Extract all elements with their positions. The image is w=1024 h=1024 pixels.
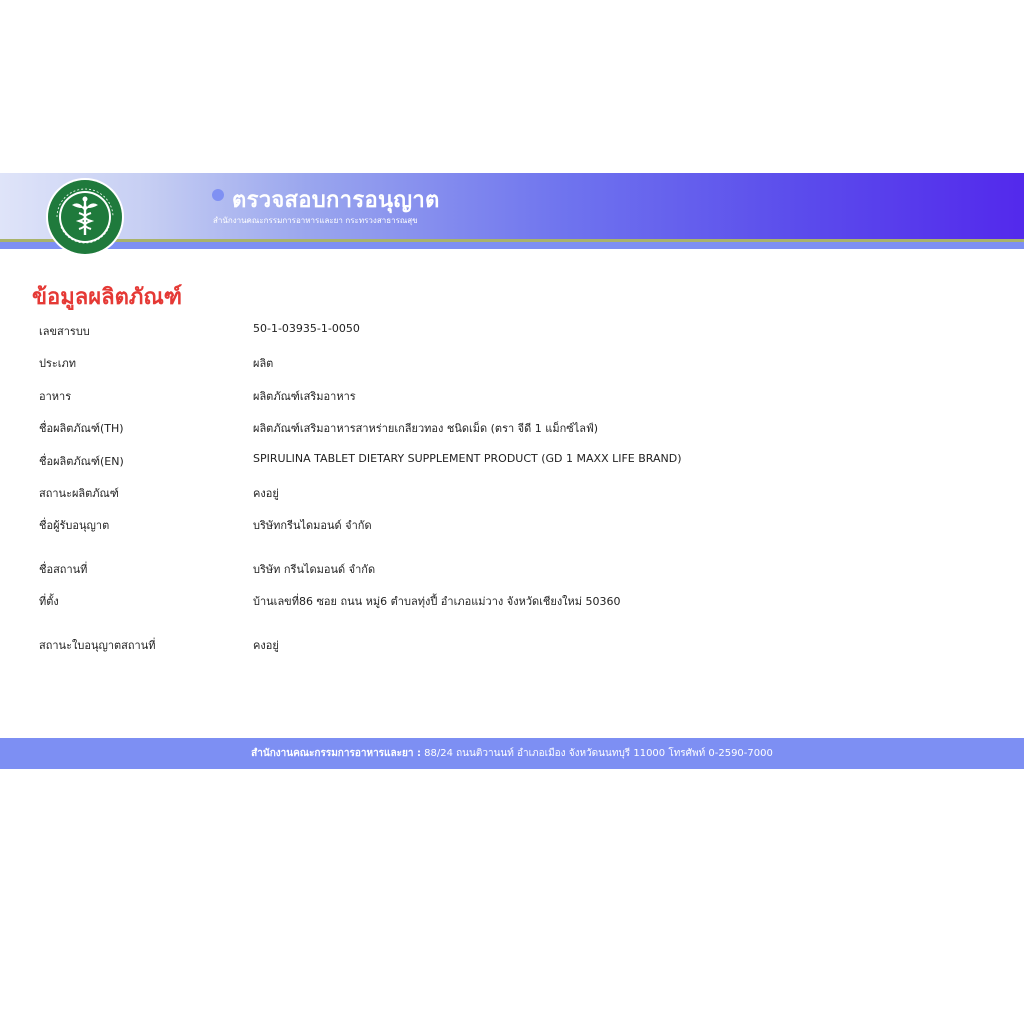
ministry-seal-logo[interactable] — [45, 177, 125, 257]
field-value: คงอยู่ — [253, 639, 279, 652]
info-row-premises-name — [0, 560, 1024, 580]
footer-address: 88/24 ถนนติวานนท์ อำเภอเมือง จังหวัดนนทบุรี 11000 โทรศัพท์ 0-2590-7000 — [420, 748, 773, 759]
field-value: บ้านเลขที่86 ซอย ถนน หมู่6 ตำบลทุ่งปี้ อำเภอแม่วาง จังหวัดเชียงใหม่ 50360 — [253, 595, 621, 608]
field-label: ชื่อสถานที่ — [39, 563, 88, 576]
info-row-product-name-en — [0, 452, 1024, 472]
field-value: บริษัท กรีนไดมอนด์ จำกัด — [253, 563, 376, 576]
field-value: บริษัทกรีนไดมอนด์ จำกัด — [253, 519, 372, 532]
field-value: ผลิตภัณฑ์เสริมอาหาร — [253, 390, 356, 403]
header-underline — [0, 242, 1024, 249]
site-title: ตรวจสอบการอนุญาต — [232, 188, 440, 213]
header-banner — [0, 173, 1024, 239]
info-row-food-category — [0, 387, 1024, 407]
footer-bar — [0, 738, 1024, 769]
field-label: เลขสารบบ — [39, 325, 90, 338]
title-bullet-icon — [212, 189, 224, 201]
info-row-premises-license-status — [0, 636, 1024, 656]
info-row-product-name-th — [0, 419, 1024, 439]
info-row-registration-number — [0, 322, 1024, 342]
field-label: สถานะผลิตภัณฑ์ — [39, 487, 119, 500]
field-label: ประเภท — [39, 357, 77, 370]
caduceus-icon — [45, 177, 125, 257]
field-value: SPIRULINA TABLET DIETARY SUPPLEMENT PRODUCT (GD 1 MAXX LIFE BRAND) — [253, 452, 682, 465]
site-subtitle: สำนักงานคณะกรรมการอาหารและยา กระทรวงสาธารณสุข — [213, 216, 418, 225]
field-label: ชื่อผลิตภัณฑ์(EN) — [39, 455, 124, 468]
info-row-address — [0, 592, 1024, 612]
field-label: ชื่อผู้รับอนุญาต — [39, 519, 110, 532]
field-value: คงอยู่ — [253, 487, 279, 500]
field-value: ผลิต — [253, 357, 274, 370]
info-row-type — [0, 354, 1024, 374]
page-title: ข้อมูลผลิตภัณฑ์ — [32, 285, 183, 310]
field-label: ที่ตั้ง — [39, 595, 59, 608]
footer-org-name: สำนักงานคณะกรรมการอาหารและยา : — [251, 748, 421, 759]
field-value: 50-1-03935-1-0050 — [253, 322, 360, 335]
field-label: อาหาร — [39, 390, 72, 403]
field-label: ชื่อผลิตภัณฑ์(TH) — [39, 422, 124, 435]
field-value: ผลิตภัณฑ์เสริมอาหารสาหร่ายเกลียวทอง ชนิดเม็ด (ตรา จีดี 1 แม็กซ์ไลฟ์) — [253, 422, 599, 435]
info-row-product-status — [0, 484, 1024, 504]
info-row-licensee — [0, 516, 1024, 536]
field-label: สถานะใบอนุญาตสถานที่ — [39, 639, 156, 652]
